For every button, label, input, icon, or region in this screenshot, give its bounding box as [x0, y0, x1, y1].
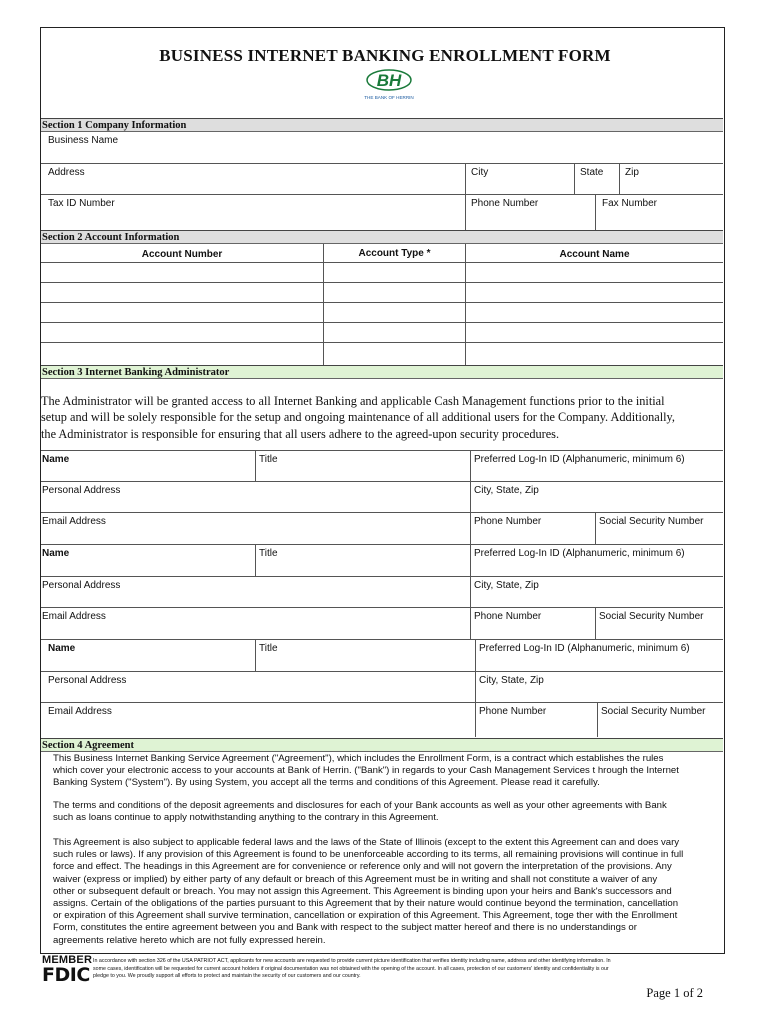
fax-label: Fax Number	[602, 198, 658, 209]
admin2-csz-label: City, State, Zip	[474, 580, 539, 591]
agreement-paragraph-3	[53, 837, 723, 947]
logo-caption: THE BANK OF HERRIN	[364, 95, 414, 100]
account-name-cell[interactable]	[465, 323, 723, 342]
row-business-name	[41, 132, 723, 164]
account-number-cell[interactable]	[41, 343, 323, 365]
admin1-email-label: Email Address	[42, 516, 106, 527]
admin2-email-label: Email Address	[42, 611, 106, 622]
admin3-title-field[interactable]	[255, 640, 475, 671]
admin1-row-name	[41, 450, 723, 482]
table-row	[41, 343, 723, 365]
admin1-name-field[interactable]	[41, 451, 255, 481]
admin1-address-label: Personal Address	[42, 485, 121, 496]
admin2-login-field[interactable]	[470, 545, 723, 576]
account-number-cell[interactable]	[41, 283, 323, 302]
state-field[interactable]	[574, 164, 619, 194]
company-phone-label: Phone Number	[471, 198, 539, 209]
admin1-title-field[interactable]	[255, 451, 470, 481]
admin2-name-field[interactable]	[41, 545, 255, 576]
table-row	[41, 303, 723, 323]
agreement-line: This Business Internet Banking Service Agreement ("Agreement"), which includes the Enrollment Form, is a contract which establishes the rules	[53, 753, 664, 764]
business-name-field[interactable]	[41, 132, 723, 163]
table-row	[41, 263, 723, 283]
section2-heading: Section 2 Account Information	[41, 230, 723, 244]
admin2-phone-field[interactable]	[470, 608, 595, 639]
city-label: City	[471, 167, 489, 178]
section3-heading: Section 3 Internet Banking Administrator	[41, 365, 723, 379]
account-table-header	[41, 244, 723, 263]
table-row	[41, 323, 723, 343]
account-type-cell[interactable]	[323, 283, 465, 302]
agreement-line: such as loans continue to apply notwithstanding anything to the contrary in this Agreement.	[53, 812, 439, 824]
fax-field[interactable]	[595, 195, 723, 230]
notice-line: some cases, identification will be requested for current account holders if original documentation was not obtained with the opening of the account. In all cases, protection of our customers' identity and confidentiality is our	[93, 965, 609, 972]
bank-logo-icon	[359, 68, 419, 102]
zip-field[interactable]	[619, 164, 723, 194]
company-phone-field[interactable]	[465, 195, 595, 230]
notice-line: In accordance with section 326 of the USA PATRIOT ACT, applicants for new accounts are requested to provide current picture identification that verifies identity including name, address and other identifying information. In	[93, 958, 611, 964]
patriot-act-notice	[93, 958, 723, 981]
row-tax	[41, 195, 723, 230]
tax-id-field[interactable]	[41, 195, 465, 230]
col-account-name: Account Name	[465, 244, 723, 262]
admin3-ssn-field[interactable]	[597, 703, 723, 737]
account-type-cell[interactable]	[323, 343, 465, 365]
agreement-line: assigns. Certain of the obligations of the parties pursuant to this Agreement that by their nature would continue beyond the termination, cancellation	[53, 898, 679, 910]
admin2-phone-label: Phone Number	[474, 611, 542, 622]
fdic-member-label: MEMBER	[42, 954, 93, 966]
admin1-ssn-field[interactable]	[595, 513, 723, 544]
admin3-login-field[interactable]	[475, 640, 723, 671]
admin1-title-label: Title	[259, 454, 278, 465]
admin1-login-field[interactable]	[470, 451, 723, 481]
account-type-cell[interactable]	[323, 263, 465, 282]
admin3-address-label: Personal Address	[48, 675, 127, 686]
zip-label: Zip	[625, 167, 639, 178]
admin2-login-label: Preferred Log-In ID (Alphanumeric, minimum 6)	[474, 548, 685, 559]
agreement-line: agreements relative hereto which are not fully expressed herein.	[53, 934, 326, 946]
admin2-address-field[interactable]	[41, 577, 470, 607]
admin3-row-name	[41, 640, 723, 672]
form-title: BUSINESS INTERNET BANKING ENROLLMENT FORM	[159, 46, 611, 65]
agreement-line: such rules or laws). If any provision of this Agreement is found to be unenforceable according to its terms, all remaining provisions will continue in full	[53, 849, 684, 861]
account-number-cell[interactable]	[41, 303, 323, 322]
admin1-address-field[interactable]	[41, 482, 470, 512]
col-account-number: Account Number	[141, 249, 223, 260]
agreement-paragraph-2	[53, 800, 723, 824]
agreement-line: force and effect. The headings in this Agreement are for convenience or reference only and will not govern the interpretation of the provisions. Any	[53, 861, 672, 873]
admin2-title-field[interactable]	[255, 545, 470, 576]
agreement-line: or expiration of this Agreement shall survive termination, cancellation or expiration of this Agreement. This Agreement, toge ther with the Enrollment	[53, 910, 678, 922]
admin3-row-email	[41, 703, 723, 737]
admin2-ssn-field[interactable]	[595, 608, 723, 639]
notice-line: pledge to you. We proudly support all efforts to protect and maintain the security of our customers and our country.	[93, 973, 361, 980]
admin2-row-email	[41, 608, 723, 640]
admin3-row-address	[41, 672, 723, 703]
col-account-type: Account Type *	[323, 244, 465, 262]
account-name-cell[interactable]	[465, 283, 723, 302]
admin2-row-name	[41, 545, 723, 577]
agreement-paragraph-1	[53, 753, 723, 790]
address-field[interactable]	[41, 164, 465, 194]
account-name-cell[interactable]	[465, 303, 723, 322]
admin3-email-label: Email Address	[48, 706, 112, 717]
row-address	[41, 164, 723, 195]
agreement-line: Form, constitutes the entire agreement between you and Bank with respect to the subject matter hereof and there is no understandings or	[53, 922, 637, 934]
fdic-logo: FDIC	[42, 964, 90, 986]
admin1-name-label: Name	[42, 454, 70, 465]
section4-heading: Section 4 Agreement	[41, 738, 723, 752]
intro-line: the Administrator is responsible for ensuring that all users adhere to the agreed-upon security procedures.	[41, 426, 560, 441]
admin3-email-field[interactable]	[41, 703, 475, 737]
agreement-line: which cover your electronic access to your accounts at Bank of Herrin. ("Bank") in regards to your Cash Management Services t hrough the Internet	[53, 765, 679, 777]
agreement-line: Banking System ("System"). By using System, you accept all the terms and conditions of this Agreement. Please read it carefully.	[53, 777, 600, 789]
account-number-cell[interactable]	[41, 323, 323, 342]
state-label: State	[580, 167, 604, 178]
admin3-address-field[interactable]	[41, 672, 475, 702]
page-number: Page 1 of 2	[646, 986, 703, 1000]
admin3-phone-field[interactable]	[475, 703, 597, 737]
admin1-csz-label: City, State, Zip	[474, 485, 539, 496]
agreement-line: other or subsequent default or breach. You may not assign this Agreement. This Agreement is binding upon your heirs and Bank's successors and	[53, 885, 672, 897]
account-name-cell[interactable]	[465, 263, 723, 282]
admin3-phone-label: Phone Number	[479, 706, 547, 717]
admin1-email-field[interactable]	[41, 513, 470, 544]
account-number-cell[interactable]	[41, 263, 323, 282]
admin3-csz-field[interactable]	[475, 672, 723, 702]
intro-line: The Administrator will be granted access to all Internet Banking and applicable Cash Management functions prior to the initial	[41, 394, 665, 408]
intro-line: setup and will be solely responsible for the setup and ongoing maintenance of all additional users for the Company. Additionally,	[41, 410, 675, 425]
account-type-cell[interactable]	[323, 323, 465, 342]
admin3-name-field[interactable]	[41, 640, 255, 671]
agreement-line: The terms and conditions of the deposit agreements and disclosures for each of your Bank accounts as well as your other agreements with Bank	[53, 800, 667, 811]
admin3-ssn-label: Social Security Number	[601, 706, 706, 717]
admin2-address-label: Personal Address	[42, 580, 121, 591]
address-label: Address	[48, 167, 85, 178]
logo-letters: BH	[376, 71, 402, 90]
admin3-csz-label: City, State, Zip	[479, 675, 544, 686]
tax-id-label: Tax ID Number	[48, 198, 115, 209]
admin2-title-label: Title	[259, 548, 278, 559]
agreement-line: waiver (express or implied) by either party of any default or breach of this Agreement must be in writing and shall not constitute a waiver of any	[53, 873, 658, 885]
admin2-row-address	[41, 577, 723, 608]
admin1-row-address	[41, 482, 723, 513]
admin3-title-label: Title	[259, 643, 278, 654]
admin1-phone-label: Phone Number	[474, 516, 542, 527]
table-row	[41, 283, 723, 303]
admin1-login-label: Preferred Log-In ID (Alphanumeric, minimum 6)	[474, 454, 685, 465]
admin2-csz-field[interactable]	[470, 577, 723, 607]
admin2-name-label: Name	[42, 548, 70, 559]
agreement-line: This Agreement is also subject to applicable federal laws and the laws of the State of Illinois (except to the extent this Agreement can and does vary	[53, 837, 680, 848]
admin1-csz-field[interactable]	[470, 482, 723, 512]
admin2-email-field[interactable]	[41, 608, 470, 639]
admin1-phone-field[interactable]	[470, 513, 595, 544]
bank-logo	[359, 68, 419, 102]
business-name-label: Business Name	[48, 135, 119, 146]
account-type-cell[interactable]	[323, 303, 465, 322]
admin1-ssn-label: Social Security Number	[599, 516, 704, 527]
admin3-login-label: Preferred Log-In ID (Alphanumeric, minimum 6)	[479, 643, 690, 654]
admin2-ssn-label: Social Security Number	[599, 611, 704, 622]
admin3-name-label: Name	[48, 643, 76, 654]
city-field[interactable]	[465, 164, 574, 194]
administrator-intro	[41, 393, 721, 442]
account-name-cell[interactable]	[465, 343, 723, 365]
section1-heading: Section 1 Company Information	[41, 118, 723, 132]
admin1-row-email	[41, 513, 723, 545]
